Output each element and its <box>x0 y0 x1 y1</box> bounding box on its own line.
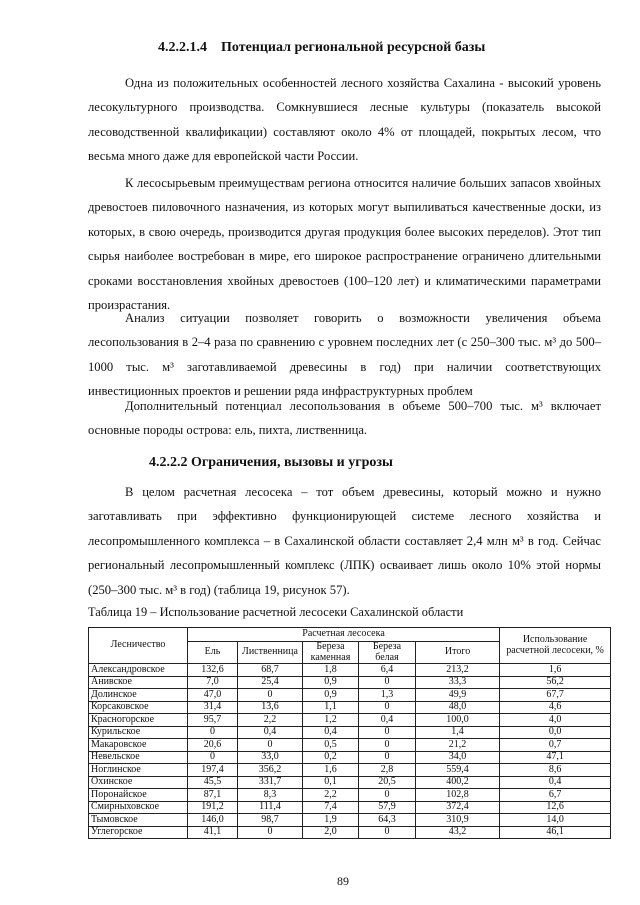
forestry-name-cell: Анивское <box>89 676 188 689</box>
table-cell: 1,2 <box>303 714 359 727</box>
table-cell: 25,4 <box>238 676 303 689</box>
table-cell: 6,4 <box>359 664 416 677</box>
table-cell: 68,7 <box>238 664 303 677</box>
table-cell: 49,9 <box>416 689 500 702</box>
table-row <box>89 676 611 689</box>
forestry-name-cell: Невельское <box>89 751 188 764</box>
forestry-name-cell: Поронайское <box>89 789 188 802</box>
table-row <box>89 726 611 739</box>
paragraph: Дополнительный потенциал лесопользования в объеме 500–700 тыс. м³ включает основные породы острова: ель, пихта, лиственница. <box>88 399 601 438</box>
table-cell: 0 <box>359 826 416 839</box>
table-cell: 1,4 <box>416 726 500 739</box>
section-heading-constraints: 4.2.2.2 Ограничения, вызовы и угрозы <box>149 455 393 470</box>
table-cell: 1,6 <box>500 664 611 677</box>
table-cell: 310,9 <box>416 814 500 827</box>
forestry-name-cell: Углегорское <box>89 826 188 839</box>
table-cell: 0,7 <box>500 739 611 752</box>
table-cell: 57,9 <box>359 801 416 814</box>
table-cell: 2,2 <box>303 789 359 802</box>
table-row <box>89 789 611 802</box>
table-cell: 12,6 <box>500 801 611 814</box>
forestry-name-cell: Тымовское <box>89 814 188 827</box>
paragraph: К лесосырьевым преимуществам региона относится наличие больших запасов хвойных древостоев пиловочного назначения, из которых могут выпиливаться качественные доски, из которых, в свою очередь, производится другая продукция более высоких переделов). Этот тип сырья наиболее востребован в мире, его широкое распространение ограничено длительными сроками восстановления хвойных древостоев (100–120 лет) и климатическими параметрами произрастания. <box>88 176 601 313</box>
table-cell: 43,2 <box>416 826 500 839</box>
table-cell: 21,2 <box>416 739 500 752</box>
header-forestry: Лесничество <box>89 628 188 664</box>
table-cell: 0 <box>359 751 416 764</box>
table-cell: 0,4 <box>238 726 303 739</box>
forestry-name-cell: Охинское <box>89 776 188 789</box>
table-cell: 197,4 <box>188 764 238 777</box>
table-cell: 331,7 <box>238 776 303 789</box>
table-cell: 0 <box>359 789 416 802</box>
table-cell: 8,3 <box>238 789 303 802</box>
table-cell: 13,6 <box>238 701 303 714</box>
table-cell: 7,0 <box>188 676 238 689</box>
forestry-name-cell: Смирныховское <box>89 801 188 814</box>
table-cell: 67,7 <box>500 689 611 702</box>
table-row <box>89 764 611 777</box>
table-cell: 45,5 <box>188 776 238 789</box>
table-cell: 1,8 <box>303 664 359 677</box>
table-cell: 1,6 <box>303 764 359 777</box>
table-cell: 0,4 <box>303 726 359 739</box>
table-row <box>89 689 611 702</box>
table-cell: 111,4 <box>238 801 303 814</box>
forestry-name-cell: Ноглинское <box>89 764 188 777</box>
table-cell: 47,1 <box>500 751 611 764</box>
table-cell: 559,4 <box>416 764 500 777</box>
table-cell: 87,1 <box>188 789 238 802</box>
table-cell: 356,2 <box>238 764 303 777</box>
table-cell: 48,0 <box>416 701 500 714</box>
table-cell: 0,4 <box>500 776 611 789</box>
table-cell: 0 <box>238 826 303 839</box>
table-cell: 0 <box>238 689 303 702</box>
table-cell: 1,3 <box>359 689 416 702</box>
table-cell: 0,9 <box>303 689 359 702</box>
forestry-name-cell: Александровское <box>89 664 188 677</box>
table-cell: 41,1 <box>188 826 238 839</box>
table-cell: 95,7 <box>188 714 238 727</box>
table-cell: 46,1 <box>500 826 611 839</box>
table-cell: 0 <box>238 739 303 752</box>
table-row <box>89 801 611 814</box>
forest-cut-table <box>88 627 611 839</box>
table-cell: 2,2 <box>238 714 303 727</box>
table-row <box>89 664 611 677</box>
table-cell: 8,6 <box>500 764 611 777</box>
forestry-name-cell: Корсаковское <box>89 701 188 714</box>
paragraph: В целом расчетная лесосека – тот объем древесины, который можно и нужно заготавливать при эффективно функционирующей системе лесного хозяйства и лесопромышленного комплекса – в Сахалинской области составляет 2,4 млн м³ в год. Сейчас региональный лесопромышленный комплекс (ЛПК) осваивает лишь около 10% этой нормы (250–300 тыс. м³ в год) (таблица 19, рисунок 57). <box>88 485 601 597</box>
forestry-name-cell: Красногорское <box>89 714 188 727</box>
section-heading-resource-potential: 4.2.2.1.4 Потенциал региональной ресурсной базы <box>158 40 486 55</box>
header-larch: Лиственница <box>238 642 303 664</box>
table-cell: 4,0 <box>500 714 611 727</box>
table-cell: 2,8 <box>359 764 416 777</box>
forestry-name-cell: Макаровское <box>89 739 188 752</box>
table-cell: 213,2 <box>416 664 500 677</box>
header-usage-percent: Использование расчетной лесосеки, % <box>500 628 611 664</box>
table-cell: 1,9 <box>303 814 359 827</box>
table-row <box>89 701 611 714</box>
table-cell: 0 <box>359 701 416 714</box>
table-cell: 0,4 <box>359 714 416 727</box>
table-cell: 100,0 <box>416 714 500 727</box>
header-total: Итого <box>416 642 500 664</box>
table-cell: 0,5 <box>303 739 359 752</box>
table-cell: 4,6 <box>500 701 611 714</box>
header-stone-birch: Береза каменная <box>303 642 359 664</box>
header-white-birch: Береза белая <box>359 642 416 664</box>
table-cell: 98,7 <box>238 814 303 827</box>
table-cell: 47,0 <box>188 689 238 702</box>
table-cell: 56,2 <box>500 676 611 689</box>
table-row <box>89 751 611 764</box>
table-cell: 0,1 <box>303 776 359 789</box>
table-cell: 0,2 <box>303 751 359 764</box>
table-cell: 33,0 <box>238 751 303 764</box>
paragraph: Одна из положительных особенностей лесного хозяйства Сахалина - высокий уровень лесокультурного производства. Сомкнувшиеся лесные культуры (показатель высокой лесоводственной квалификации) составляют около 4% от площадей, покрытых лесом, что весьма много даже для европейской части России. <box>88 76 601 164</box>
table-cell: 372,4 <box>416 801 500 814</box>
table-cell: 33,3 <box>416 676 500 689</box>
table-cell: 400,2 <box>416 776 500 789</box>
table-cell: 20,5 <box>359 776 416 789</box>
table-cell: 0 <box>359 726 416 739</box>
table-row <box>89 814 611 827</box>
table-cell: 2,0 <box>303 826 359 839</box>
forestry-name-cell: Долинское <box>89 689 188 702</box>
table-cell: 0,9 <box>303 676 359 689</box>
paragraph: Анализ ситуации позволяет говорить о возможности увеличения объема лесопользования в 2–4 раза по сравнению с уровнем последних лет (с 250–300 тыс. м³ до 500–1000 тыс. м³ заготавливаемой древесины в год) при наличии соответствующих инвестиционных проектов и решении ряда инфраструктурных проблем <box>88 311 601 399</box>
table-cell: 20,6 <box>188 739 238 752</box>
table-cell: 31,4 <box>188 701 238 714</box>
header-annual-cut: Расчетная лесосека <box>188 628 500 642</box>
header-spruce: Ель <box>188 642 238 664</box>
table-cell: 191,2 <box>188 801 238 814</box>
table-caption: Таблица 19 – Использование расчетной лесосеки Сахалинской области <box>88 605 464 619</box>
table-cell: 64,3 <box>359 814 416 827</box>
table-cell: 102,8 <box>416 789 500 802</box>
table-cell: 0 <box>359 676 416 689</box>
table-cell: 34,0 <box>416 751 500 764</box>
table-cell: 14,0 <box>500 814 611 827</box>
table-cell: 6,7 <box>500 789 611 802</box>
forestry-name-cell: Курильское <box>89 726 188 739</box>
table-cell: 1,1 <box>303 701 359 714</box>
table-cell: 0,0 <box>500 726 611 739</box>
table-row <box>89 776 611 789</box>
table-cell: 0 <box>188 726 238 739</box>
table-cell: 7,4 <box>303 801 359 814</box>
table-cell: 0 <box>188 751 238 764</box>
table-cell: 132,6 <box>188 664 238 677</box>
table-row <box>89 739 611 752</box>
table-row <box>89 714 611 727</box>
table-cell: 146,0 <box>188 814 238 827</box>
page-number: 89 <box>337 874 349 888</box>
table-row <box>89 826 611 839</box>
table-cell: 0 <box>359 739 416 752</box>
